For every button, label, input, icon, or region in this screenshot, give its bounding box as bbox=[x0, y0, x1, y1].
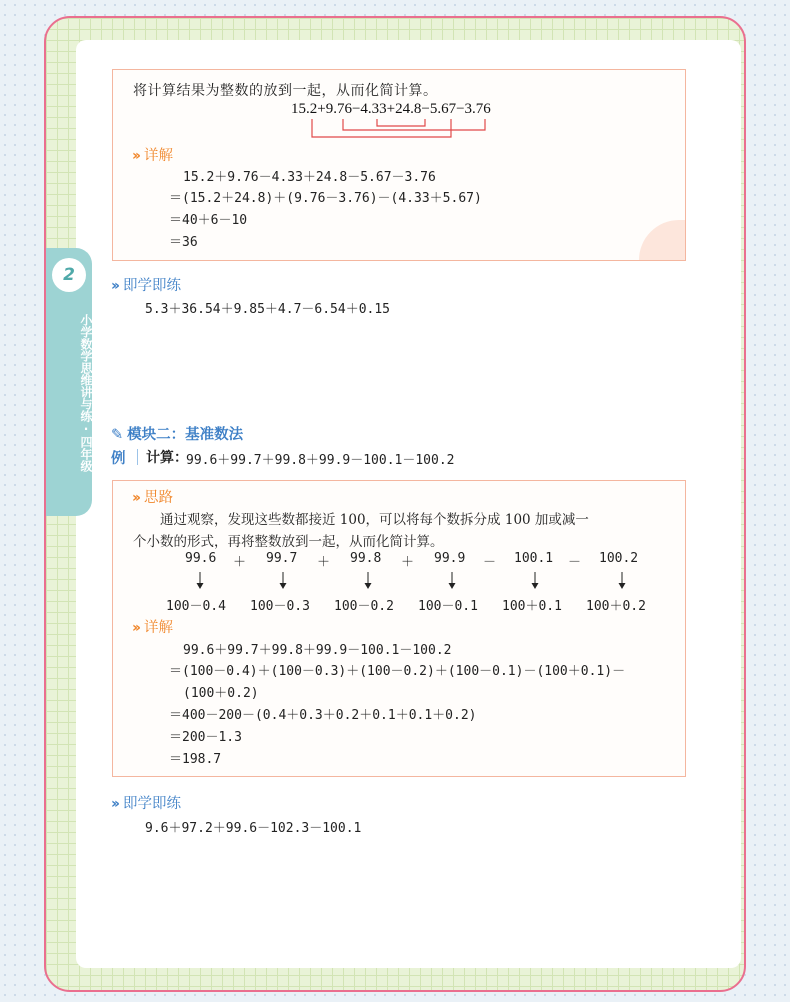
down-arrow-icon bbox=[363, 572, 373, 590]
idea-line-2: 个小数的形式，再将整数放到一起，从而化简计算。 bbox=[133, 534, 444, 550]
example2-step-1: 99.6＋99.7＋99.8＋99.9－100.1－100.2 bbox=[183, 643, 452, 658]
chevron-double-icon: ›› bbox=[132, 490, 138, 506]
example1-step-1: 15.2＋9.76－4.33＋24.8－5.67－3.76 bbox=[183, 170, 436, 185]
pencil-icon: ✎ bbox=[111, 427, 124, 443]
idea-line-1: 通过观察，发现这些数都接近 100，可以将每个数拆分成 100 加或减一 bbox=[160, 512, 589, 528]
term-1: 99.6 bbox=[185, 551, 217, 566]
example2-step-2: ＝(100－0.4)＋(100－0.3)＋(100－0.2)＋(100－0.1)－(100＋0.1)－ bbox=[169, 664, 626, 679]
example2-idea-header bbox=[132, 486, 173, 507]
example2-step-4: ＝400－200－(0.4＋0.3＋0.2＋0.1＋0.1＋0.2) bbox=[169, 708, 477, 723]
term-2: 99.7 bbox=[266, 551, 298, 566]
chapter-side-tab bbox=[46, 248, 92, 516]
example1-detail-header bbox=[132, 144, 173, 165]
label-divider bbox=[137, 449, 138, 465]
example1-step-4: ＝36 bbox=[169, 235, 198, 250]
module2-problem: 99.6＋99.7＋99.8＋99.9－100.1－100.2 bbox=[186, 453, 455, 468]
practice-label: 即学即练 bbox=[122, 278, 181, 294]
op-3: ＋ bbox=[401, 555, 415, 570]
example1-intro: 将计算结果为整数的放到一起，从而化简计算。 bbox=[133, 83, 438, 99]
split-2: 100－0.3 bbox=[250, 599, 310, 614]
term-3: 99.8 bbox=[350, 551, 382, 566]
module2-title bbox=[111, 423, 243, 444]
practice1-header bbox=[111, 274, 181, 295]
down-arrow-icon bbox=[195, 572, 205, 590]
split-6: 100＋0.2 bbox=[586, 599, 646, 614]
problem-label: 计算： bbox=[146, 450, 188, 466]
detail-label: 详解 bbox=[143, 620, 173, 636]
example2-step-5: ＝200－1.3 bbox=[169, 730, 242, 745]
example1-step-3: ＝40＋6－10 bbox=[169, 213, 248, 228]
op-2: ＋ bbox=[317, 555, 331, 570]
bracket-15-2-24-8 bbox=[312, 119, 451, 137]
example2-step-6: ＝198.7 bbox=[169, 752, 222, 767]
bracket-9-76-3-76 bbox=[343, 119, 485, 130]
split-5: 100＋0.1 bbox=[502, 599, 562, 614]
split-4: 100－0.1 bbox=[418, 599, 478, 614]
module2-title-text: 模块二：基准数法 bbox=[127, 427, 244, 443]
corner-decoration bbox=[639, 220, 685, 260]
practice1-problem: 5.3＋36.54＋9.85＋4.7－6.54＋0.15 bbox=[145, 302, 391, 317]
term-4: 99.9 bbox=[434, 551, 466, 566]
practice2-header bbox=[111, 792, 181, 813]
book-title-vertical: 小学数学思维讲与练·四年级 bbox=[79, 314, 93, 472]
split-1: 100－0.4 bbox=[166, 599, 226, 614]
chevron-double-icon: ›› bbox=[111, 278, 117, 294]
chapter-number: 2 bbox=[52, 258, 86, 292]
example1-step-2: ＝(15.2＋24.8)＋(9.76－3.76)－(4.33＋5.67) bbox=[169, 191, 482, 206]
split-3: 100－0.2 bbox=[334, 599, 394, 614]
bracket-4-33-5-67 bbox=[377, 119, 425, 126]
down-arrow-icon bbox=[278, 572, 288, 590]
op-4: － bbox=[483, 555, 497, 570]
op-5: － bbox=[568, 555, 582, 570]
down-arrow-icon bbox=[530, 572, 540, 590]
chevron-double-icon: ›› bbox=[111, 796, 117, 812]
idea-label: 思路 bbox=[143, 490, 173, 506]
practice-label: 即学即练 bbox=[122, 796, 181, 812]
example1-expression: 15.2+9.76−4.33+24.8−5.67−3.76 bbox=[291, 101, 491, 117]
example-label: 例 bbox=[111, 451, 126, 467]
practice2-problem: 9.6＋97.2＋99.6－102.3－100.1 bbox=[145, 821, 362, 836]
term-5: 100.1 bbox=[514, 551, 554, 566]
detail-label: 详解 bbox=[143, 148, 173, 164]
op-1: ＋ bbox=[233, 555, 247, 570]
example2-step-3: (100＋0.2) bbox=[183, 686, 259, 701]
grouping-brackets bbox=[280, 117, 520, 141]
chevron-double-icon: ›› bbox=[132, 620, 138, 636]
chevron-double-icon: ›› bbox=[132, 148, 138, 164]
term-6: 100.2 bbox=[599, 551, 639, 566]
example2-detail-header bbox=[132, 616, 173, 637]
down-arrow-icon bbox=[617, 572, 627, 590]
down-arrow-icon bbox=[447, 572, 457, 590]
